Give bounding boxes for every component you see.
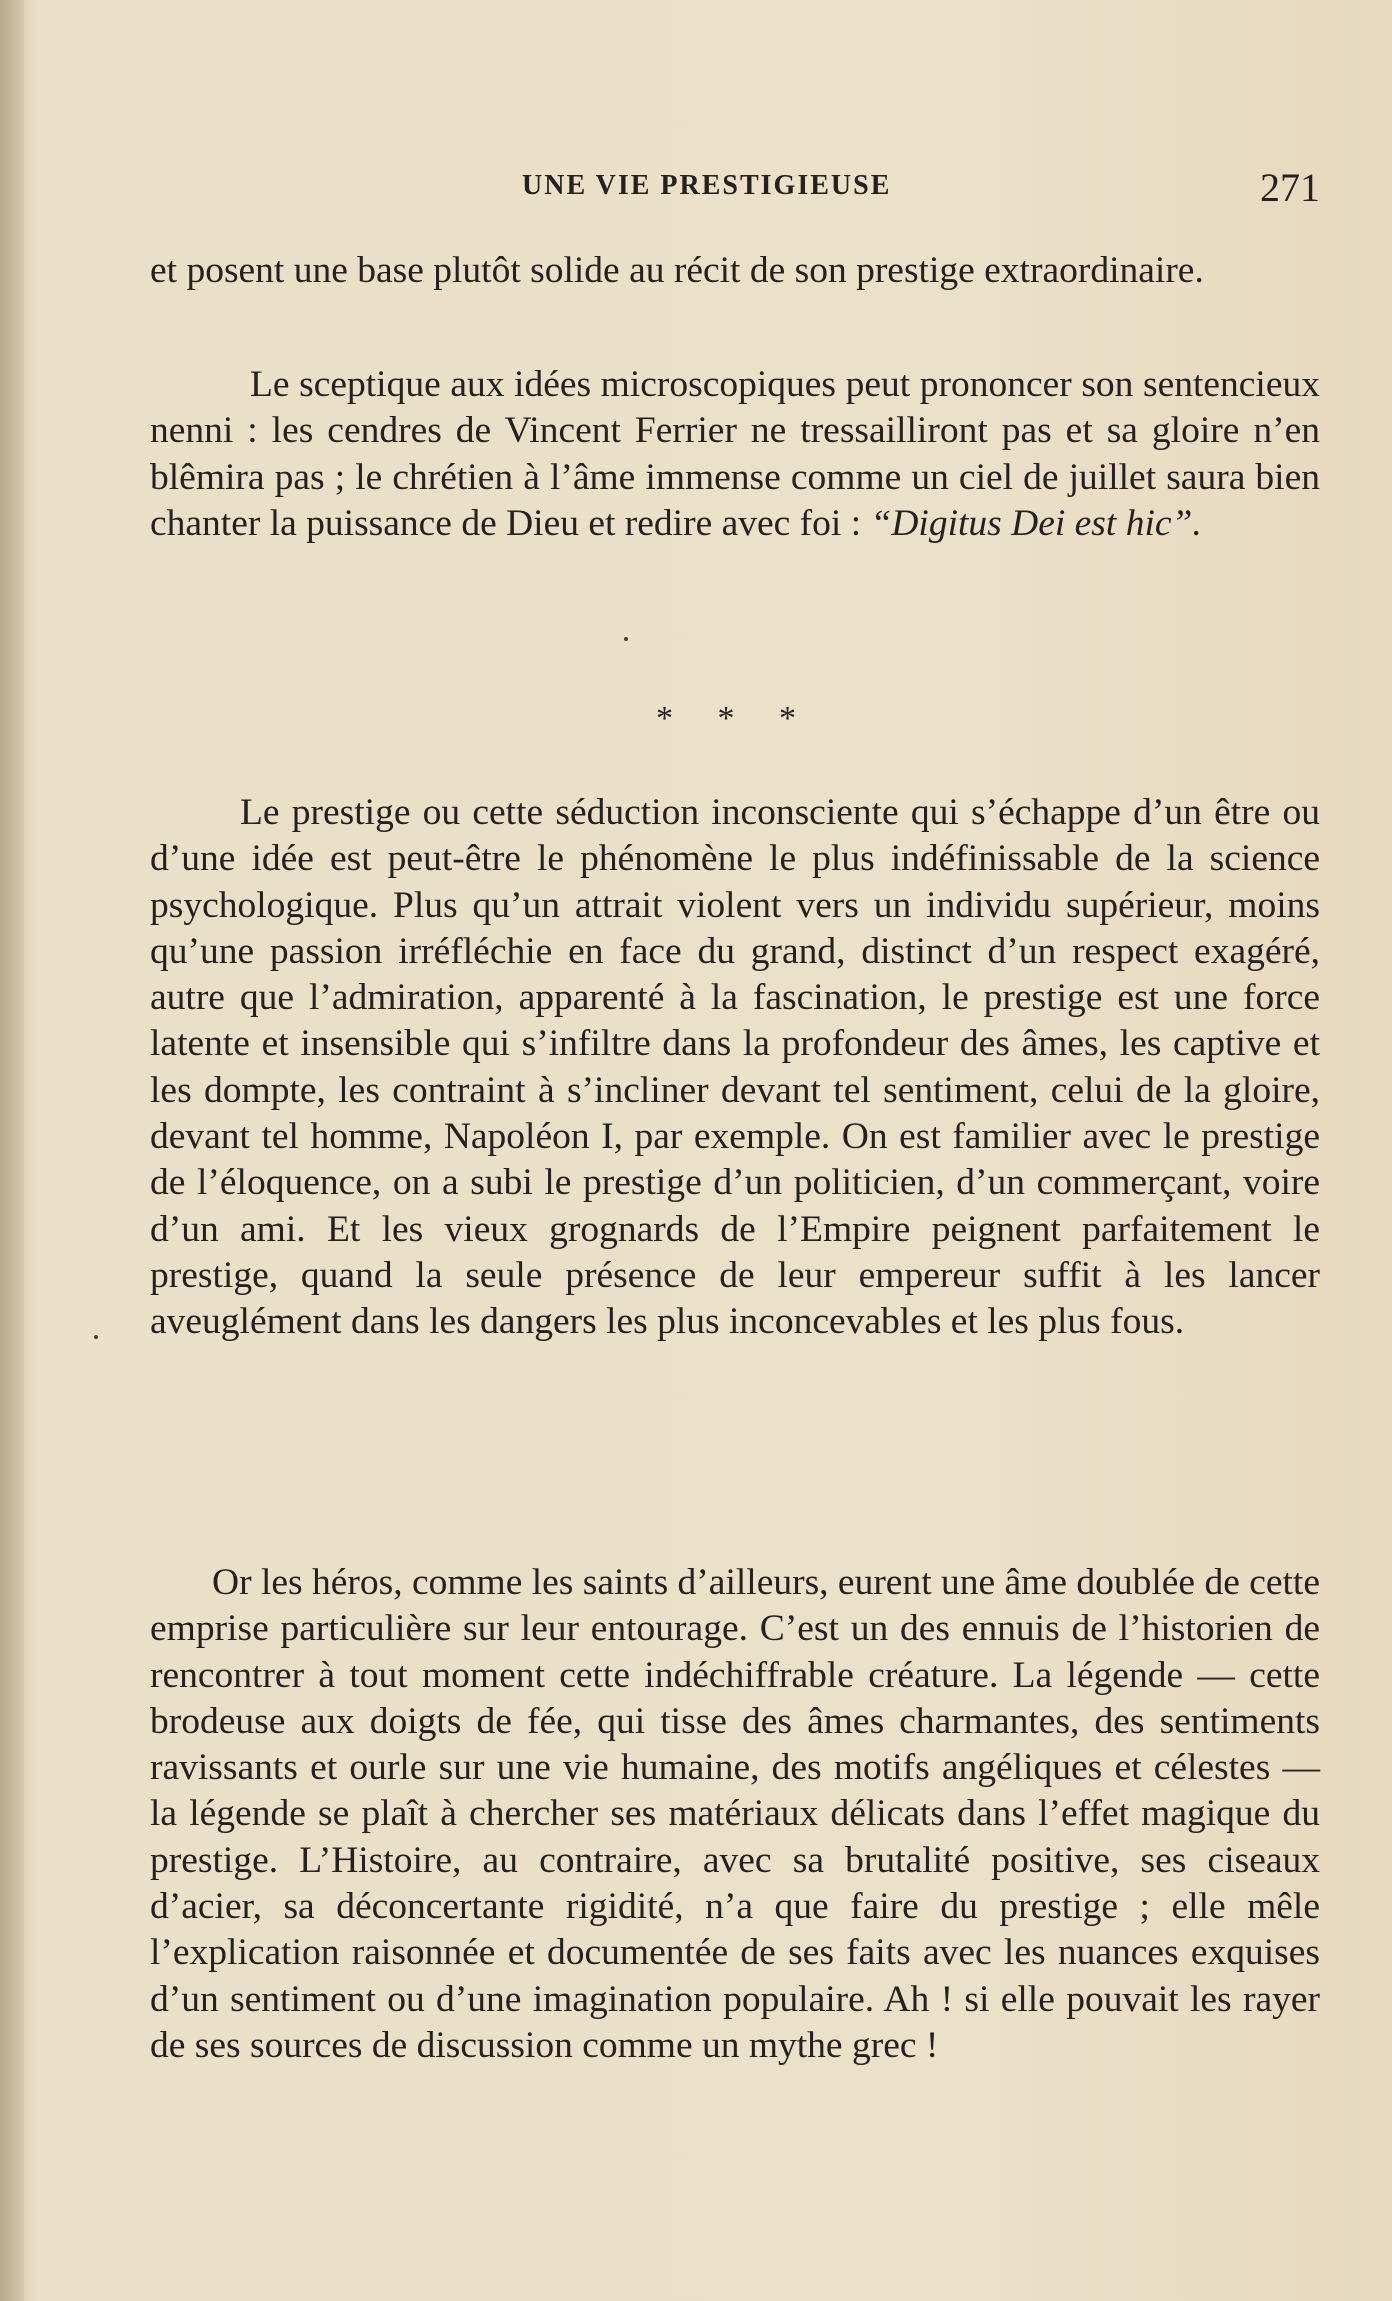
ink-speck xyxy=(94,1335,98,1339)
page-number: 271 xyxy=(1260,165,1320,210)
ink-speck xyxy=(624,637,628,641)
paragraph-heros: Or les héros, comme les saints d’ailleurs, eurent une âme doublée de cette emprise particulière sur leur entourage. C’est un des ennuis de l’historien de rencontrer à tout moment cette indéchiffrable créature. La légende — cette brodeuse aux doigts de fée, qui tisse des âmes charmantes, des sentiments ravissants et ourle sur une vie humaine, des motifs angéliques et célestes — la légende se plaît à chercher ses matériaux délicats dans l’effet magique du prestige. L’Histoire, au contraire, avec sa brutalité positive, ses ciseaux d’acier, sa déconcertante rigidité, n’a que faire du prestige ; elle mêle l’explication raisonnée et documentée de ses faits avec les nuances exquises d’un sentiment ou d’une imagination populaire. Ah ! si elle pouvait les rayer de ses sources de discussion comme un mythe grec ! xyxy=(150,1562,1320,2066)
running-header xyxy=(150,165,1320,210)
paragraph-continuation: et posent une base plutôt solide au récit de son prestige extraordinaire. xyxy=(150,250,1204,291)
paragraph-sceptique xyxy=(150,362,1320,547)
running-title: UNE VIE PRESTIGIEUSE xyxy=(522,170,892,201)
paragraph-prestige: Le prestige ou cette séduction inconsciente qui s’échappe d’un être ou d’une idée est peut-être le phénomène le plus indéfinissable de la science psychologique. Plus qu’un attrait violent vers un individu supérieur, moins qu’une passion irréfléchie en face du grand, distinct d’un respect exagéré, autre que l’admiration, apparenté à la fascination, le prestige est une force latente et insensible qui s’infiltre dans la profondeur des âmes, les captive et les dompte, les contraint à s’incliner devant tel sentiment, celui de la gloire, devant tel homme, Napoléon I, par exemple. On est familier avec le prestige de l’éloquence, on a subi le prestige d’un politicien, d’un commerçant, voire d’un ami. Et les vieux grognards de l’Empire peignent parfaitement le prestige, quand la seule présence de leur empereur suffit à les lancer aveuglément dans les dangers les plus inconcevables et les plus fous. xyxy=(150,792,1320,1343)
latin-quote: “Digitus Dei est hic”. xyxy=(870,502,1202,544)
paragraph-sceptique-text: Le sceptique aux idées microscopiques peut prononcer son sentencieux nenni : les cendres de Vincent Ferrier ne tressailliront pas et sa gloire n’en blêmira pas ; le chrétien à l’âme immense comme un ciel de juillet saura bien chanter la puissance de Dieu et redire avec foi : xyxy=(150,364,1320,544)
section-break: * * * xyxy=(656,700,814,737)
page-gutter xyxy=(0,0,24,2301)
